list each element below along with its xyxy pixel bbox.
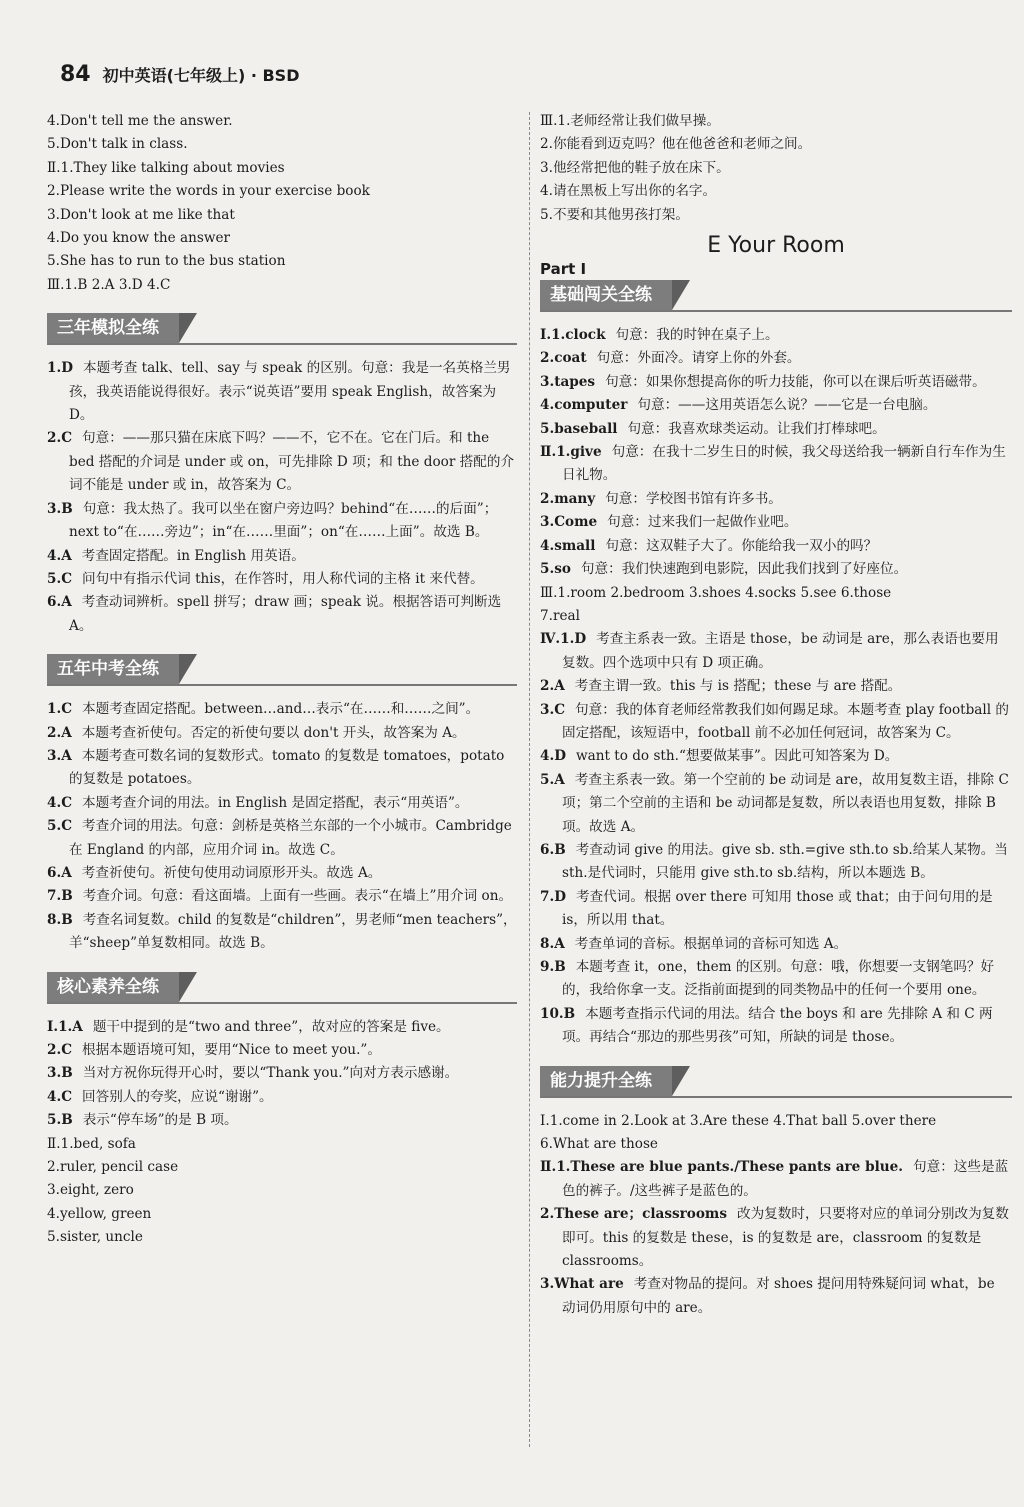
answer-line: 3.他经常把他的鞋子放在床下。	[540, 159, 730, 176]
page-header	[60, 62, 299, 94]
answer-line: 6.What are those	[540, 1136, 658, 1153]
answer-item: 7.D 考查代词。根据 over there 可知用 those 或 that；由于问句用的是 is，所以用 that。	[540, 888, 993, 929]
answer-item: 4.C 回答别人的夸奖，应说“谢谢”。	[47, 1088, 273, 1105]
section-title: 核心素养全练	[47, 972, 179, 1002]
answer-item: 4.A 考查固定搭配。in English 用英语。	[47, 547, 305, 564]
answer-line: 4.Do you know the answer	[47, 230, 231, 247]
answer-line: 5.sister, uncle	[47, 1229, 143, 1246]
answer-item: 9.B 本题考查 it，one，them 的区别。句意：哦，你想要一支钢笔吗？好的，我给你拿一支。泛指前面提到的同类物品中的任何一个要用 one。	[540, 959, 995, 999]
right-top-answers	[540, 110, 1012, 227]
answer-item: 5.C 考查介词的用法。句意：剑桥是英格兰东部的一个小城市。Cambridge 在 England 的内部，应用介词 in。故选 C。	[47, 818, 512, 858]
answer-item: Ⅱ.1.These are blue pants./These pants are blue. 句意：这些是蓝色的裤子。/这些裤子是蓝色的。	[540, 1159, 1009, 1199]
answer-line: Ⅲ.1.老师经常让我们做早操。	[540, 113, 720, 129]
answer-item: 4.C 本题考查介词的用法。in English 是固定搭配，表示“用英语”。	[47, 794, 469, 811]
answer-line: 3.Don't look at me like that	[47, 206, 235, 223]
answer-item: 2.These are；classrooms 改为复数时，只要将对应的单词分别改为复数即可。this 的复数是 these，is 的复数是 are，classroom 的复数是 classrooms。	[540, 1206, 1009, 1270]
answer-item: 6.A 考查动词辨析。spell 拼写；draw 画；speak 说。根据答语可判断选 A。	[47, 594, 502, 634]
answer-item: 4.small 句意：这双鞋子大了。你能给我一双小的吗？	[540, 537, 878, 554]
answer-item: 5.A 考查主系表一致。第一个空前的 be 动词是 are，故用复数主语，排除 C 项；第二个空前的主语和 be 动词都是复数，所以表语也用复数，排除 B 项。故选 A。	[540, 771, 1009, 835]
answer-line: 2.ruler, pencil case	[47, 1159, 179, 1176]
column-divider	[529, 112, 530, 1447]
answer-item: 2.coat 句意：外面冷。请穿上你的外套。	[540, 350, 801, 367]
answer-item: 5.C 问句中有指示代词 this，在作答时，用人称代词的主格 it 来代替。	[47, 570, 484, 587]
section-answers	[540, 1110, 1012, 1321]
section-heading	[47, 654, 517, 688]
answer-item: 2.C 根据本题语境可知，要用“Nice to meet you.”。	[47, 1042, 381, 1058]
section-heading	[540, 280, 1012, 314]
answer-item: 4.D want to do sth.“想要做某事”。因此可知答案为 D。	[540, 748, 899, 765]
answer-item: 5.B 表示“停车场”的是 B 项。	[47, 1112, 238, 1129]
book-title: 初中英语(七年级上) · BSD	[102, 66, 300, 85]
answer-item: Ⅰ.1.clock 句意：我的时钟在桌子上。	[540, 327, 779, 344]
answer-line: 3.eight, zero	[47, 1182, 134, 1199]
answer-line: 5.Don't talk in class.	[47, 136, 188, 153]
answer-item: 3.C 句意：我的体育老师经常教我们如何踢足球。本题考查 play football 的固定搭配，该短语中，football 前不必加任何冠词，故答案为 C。	[540, 701, 1010, 741]
answer-item: 4.computer 句意：——这用英语怎么说？——它是一台电脑。	[540, 397, 937, 414]
answer-item: 5.so 句意：我们快速跑到电影院，因此我们找到了好座位。	[540, 561, 908, 578]
answer-item: 3.What are 考查对物品的提问。对 shoes 提问用特殊疑问词 what，be 动词仍用原句中的 are。	[540, 1276, 995, 1316]
answer-item: 2.many 句意：学校图书馆有许多书。	[540, 490, 782, 507]
section-heading	[540, 1066, 1012, 1100]
right-column	[540, 110, 1012, 1320]
answer-item: 5.baseball 句意：我喜欢球类运动。让我们打棒球吧。	[540, 420, 886, 437]
section-answers	[47, 1016, 517, 1250]
part-title: Part Ⅰ	[540, 260, 587, 279]
answer-line: 5.She has to run to the bus station	[47, 253, 286, 270]
left-column	[47, 110, 517, 1250]
section-answers	[47, 357, 517, 638]
section-title: 三年模拟全练	[47, 313, 179, 343]
answer-item: 3.B 句意：我太热了。我可以坐在窗户旁边吗？behind“在……的后面”；next to“在……旁边”；in“在……里面”；on“在……上面”。故选 B。	[47, 500, 498, 541]
section-title: 基础闯关全练	[540, 280, 672, 310]
answer-line: Ⅲ.1.room 2.bedroom 3.shoes 4.socks 5.see 6.those	[540, 584, 892, 601]
answer-item: 2.C 句意：——那只猫在床底下吗？——不，它不在。它在门后。和 the bed 搭配的介词是 under 或 on，可先排除 D 项；和 the door 搭配的介词不能是 under 或 in，故答案为 C。	[47, 430, 515, 494]
answer-line: Ⅱ.1.They like talking about movies	[47, 159, 285, 176]
answer-item: 7.B 考查介词。句意：看这面墙。上面有一些画。表示“在墙上”用介词 on。	[47, 888, 513, 905]
answer-line: 4.yellow, green	[47, 1205, 152, 1222]
answer-item: Ⅳ.1.D 考查主系表一致。主语是 those，be 动词是 are，那么表语也要用复数。四个选项中只有 D 项正确。	[540, 631, 999, 671]
answer-item: 8.B 考查名词复数。child 的复数是“children”，男老师“men teachers”，羊“sheep”单复数相同。故选 B。	[47, 911, 517, 952]
answer-line: 2.Please write the words in your exercise book	[47, 183, 370, 200]
answer-line: 4.请在黑板上写出你的名字。	[540, 183, 717, 200]
section-title: 能力提升全练	[540, 1066, 672, 1096]
answer-item: 6.B 考查动词 give 的用法。give sb. sth.=give sth.to sb.给某人某物。当 sth.是代词时，只能用 give sth.to sb.结构，所以本题选 B。	[540, 841, 1008, 882]
answer-line: Ⅰ.1.come in 2.Look at 3.Are these 4.That ball 5.over there	[540, 1112, 937, 1129]
section-heading	[47, 313, 517, 347]
answer-item: 1.C 本题考查固定搭配。between…and…表示“在……和……之间”。	[47, 701, 480, 718]
answer-line: 5.不要和其他男孩打架。	[540, 206, 689, 223]
section-heading	[47, 972, 517, 1006]
answer-line: Ⅱ.1.bed, sofa	[47, 1135, 136, 1152]
answer-item: 1.D 本题考查 talk、tell、say 与 speak 的区别。句意：我是一名英格兰男孩，我英语能说得很好。表示“说英语”要用 speak English，故答案为 D。	[47, 360, 511, 424]
answer-line: 2.你能看到迈克吗？他在他爸爸和老师之间。	[540, 136, 812, 153]
unit-title: E Your Room	[707, 233, 845, 259]
answer-item: 6.A 考查祈使句。祈使句使用动词原形开头。故选 A。	[47, 864, 382, 881]
answer-item: 3.A 本题考查可数名词的复数形式。tomato 的复数是 tomatoes，potato 的复数是 potatoes。	[47, 747, 505, 788]
answer-item: 10.B 本题考查指示代词的用法。结合 the boys 和 are 先排除 A 和 C 两项。再结合“那边的那些男孩”可知，所缺的词是 those。	[540, 1005, 993, 1046]
answer-item: 3.Come 句意：过来我们一起做作业吧。	[540, 514, 798, 531]
answer-item: Ⅱ.1.give 句意：在我十二岁生日的时候，我父母送给我一辆新自行车作为生日礼物。	[540, 444, 1006, 484]
answer-item: 2.A 本题考查祈使句。否定的祈使句要以 don't 开头，故答案为 A。	[47, 724, 466, 741]
answer-item: 3.B 当对方祝你玩得开心时，要以“Thank you.”向对方表示感谢。	[47, 1065, 459, 1082]
section-answers	[540, 324, 1012, 1050]
left-top-answers	[47, 110, 517, 297]
answer-item: 2.A 考查主谓一致。this 与 is 搭配；these 与 are 搭配。	[540, 678, 902, 695]
answer-line: 4.Don't tell me the answer.	[47, 113, 233, 129]
answer-item: 3.tapes 句意：如果你想提高你的听力技能，你可以在课后听英语磁带。	[540, 373, 986, 390]
answer-item: 8.A 考查单词的音标。根据单词的音标可知选 A。	[540, 935, 848, 952]
section-title: 五年中考全练	[47, 654, 179, 684]
answer-line: Ⅲ.1.B 2.A 3.D 4.C	[47, 276, 171, 293]
section-answers	[47, 698, 517, 955]
answer-item: Ⅰ.1.A 题干中提到的是“two and three”，故对应的答案是 five。	[47, 1018, 450, 1035]
page-number: 84	[60, 62, 91, 87]
answer-line: 7.real	[540, 607, 580, 624]
